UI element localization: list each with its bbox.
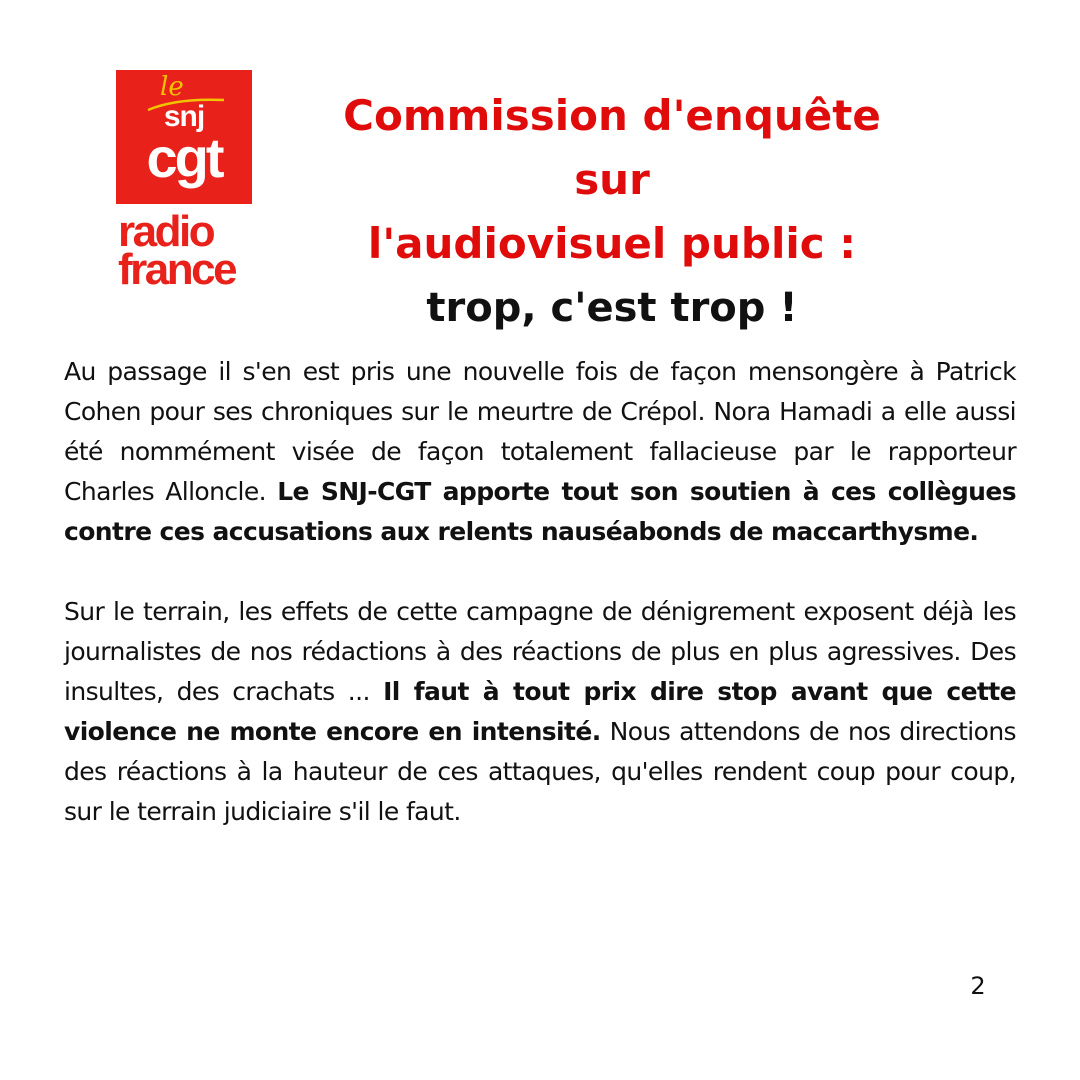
snj-cgt-radio-france-logo (116, 70, 252, 294)
logo-snj: snj (163, 100, 205, 133)
title-line-2: l'audiovisuel public : (367, 219, 857, 268)
title-line-1: Commission d'enquête sur (343, 91, 881, 204)
title-line-3: trop, c'est trop ! (426, 285, 798, 331)
page-number: 2 (970, 972, 986, 1000)
paragraph-2-bold: Il faut à tout prix dire stop avant que cette violence ne monte encore en intensité. (64, 677, 1016, 746)
paragraph-1-text: Au passage il s'en est pris une nouvelle fois de façon mensongère à Patrick Cohen pour ses chroniques sur le meurtre de Crépol. Nora Hamadi a elle aussi été nommément visée de façon totalement fallacieuse par le rapporteur Charles Alloncle. (64, 357, 1016, 506)
logo-le: le (160, 72, 184, 102)
paragraph-2 (64, 592, 1016, 832)
article-body (64, 352, 1016, 872)
logo-red-box (116, 70, 252, 204)
page-title (300, 84, 924, 340)
paragraph-2-text-after: Nous attendons de nos directions des réactions à la hauteur de ces attaques, qu'elles rendent coup pour coup, sur le terrain judiciaire s'il le faut. (64, 717, 1016, 826)
logo-cgt: cgt (146, 126, 222, 189)
paragraph-1-bold: Le SNJ-CGT apporte tout son soutien à ces collègues contre ces accusations aux relents nauséabonds de maccarthysme. (64, 477, 1016, 546)
paragraph-1 (64, 352, 1016, 552)
logo-france: france (118, 245, 236, 294)
paragraph-2-text-before: Sur le terrain, les effets de cette campagne de dénigrement exposent déjà les journalistes de nos rédactions à des réactions de plus en plus agressives. Des insultes, des crachats ... (64, 597, 1016, 706)
logo-radio: radio (118, 207, 214, 256)
